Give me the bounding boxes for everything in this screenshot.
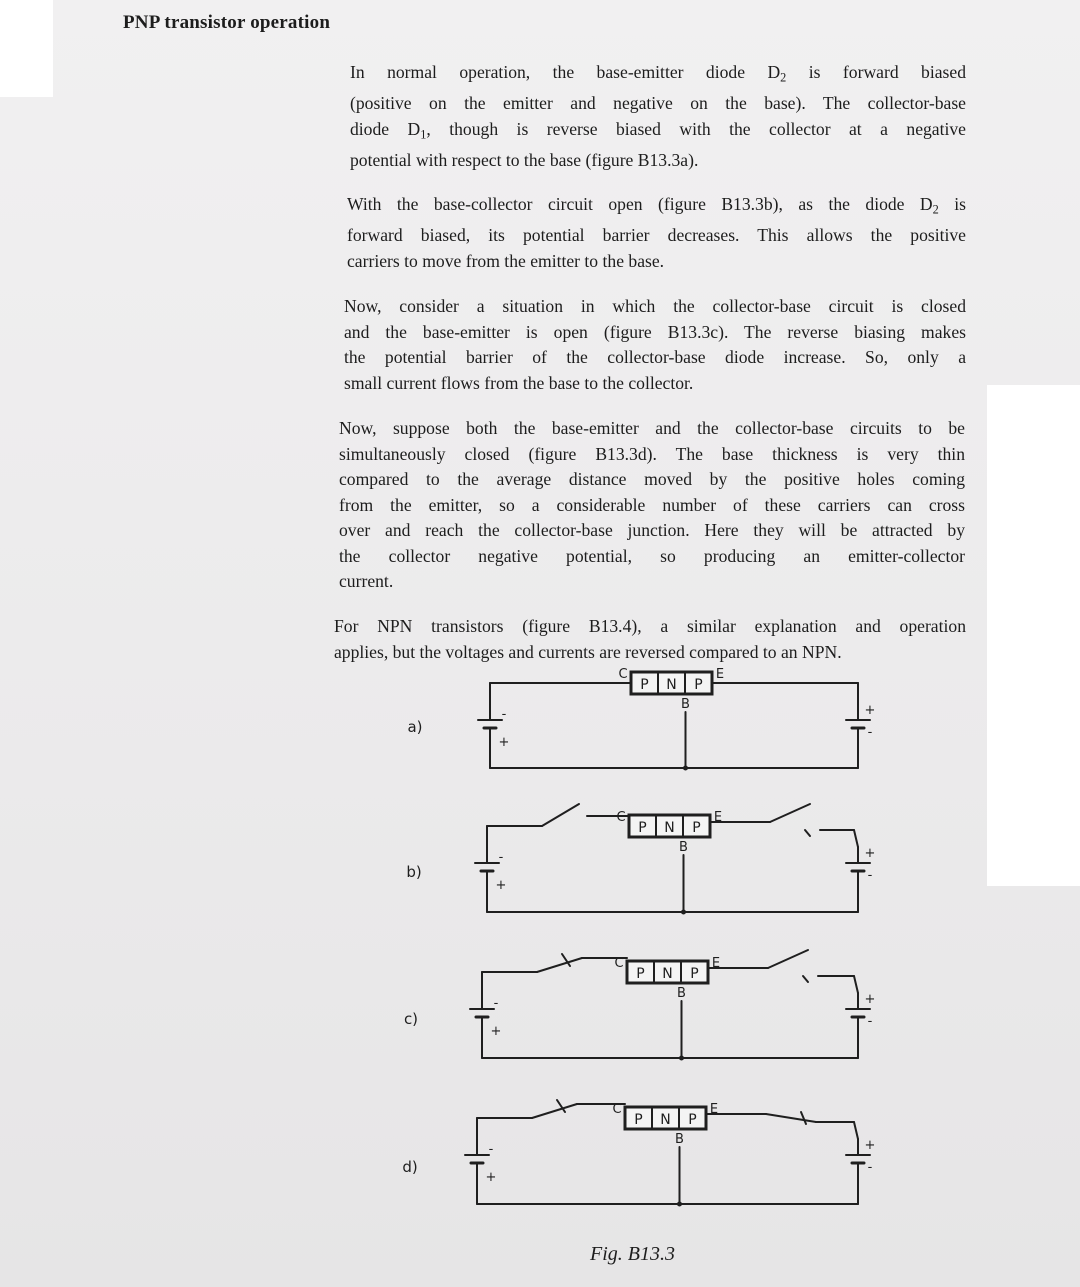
polarity-minus: -	[501, 707, 507, 722]
panel-label: c)	[403, 1010, 419, 1028]
switch-contact	[805, 830, 810, 836]
switch-open	[768, 950, 808, 968]
text-line: For NPN transistors (figure B13.4), a similar explanation and operation	[334, 616, 966, 636]
polarity-minus: -	[493, 996, 499, 1011]
switch-open	[770, 804, 810, 822]
base-label: B	[681, 697, 690, 712]
layer-label: N	[662, 966, 673, 982]
emitter-label: E	[711, 956, 721, 971]
polarity-plus: +	[485, 1170, 497, 1185]
layer-label: P	[690, 966, 699, 982]
text-line: With the base-collector circuit open (figure B13.3b), as the diode $D_2$ is	[347, 194, 966, 217]
pnp-transistor-box	[629, 815, 710, 837]
layer-label: N	[666, 677, 677, 693]
base-label: B	[675, 1132, 684, 1147]
right-battery	[846, 1138, 875, 1204]
polarity-minus: -	[867, 725, 873, 740]
text-line: over and reach the collector-base junction. Here they will be attracted by	[339, 520, 965, 540]
switch-open	[542, 804, 579, 826]
left-battery	[470, 993, 501, 1058]
left-battery	[465, 1139, 496, 1204]
circuit-panel-3	[404, 950, 876, 1061]
layer-label: N	[664, 820, 675, 836]
text-line: compared to the average distance moved by the positive holes coming	[339, 469, 965, 489]
text-line: and the base-emitter is open (figure B13.3c). The reverse biasing makes	[344, 321, 966, 342]
switch-contact	[803, 976, 808, 982]
layer-label: P	[634, 1112, 643, 1128]
text-line: diode $D_1$, though is reverse biased with the collector at a negative	[350, 118, 966, 142]
text-line: simultaneously closed (figure B13.3d). The base thickness is very thin	[339, 443, 965, 464]
circuit-panel-1	[407, 667, 875, 771]
layer-label: P	[694, 677, 703, 693]
panel-label: b)	[406, 863, 422, 881]
polarity-plus: +	[490, 1024, 502, 1039]
layer-label: P	[692, 820, 701, 836]
right-battery	[846, 992, 875, 1058]
layer-label: P	[638, 820, 647, 836]
text-line: In normal operation, the base-emitter diode $D_2$ is forward biased	[350, 62, 966, 85]
text-line: the potential barrier of the collector-base diode increase. So, only a	[344, 347, 966, 367]
right-battery	[846, 703, 875, 768]
layer-label: N	[660, 1112, 671, 1128]
emitter-label: E	[709, 1102, 719, 1117]
text-line: Now, consider a situation in which the collector-base circuit is closed	[344, 296, 966, 316]
section-heading: PNP transistor operation	[123, 12, 331, 33]
text-line: current.	[339, 571, 394, 591]
layer-label: P	[636, 966, 645, 982]
polarity-plus: +	[864, 703, 876, 718]
right-battery	[846, 846, 875, 912]
wire	[854, 830, 858, 847]
polarity-plus: +	[864, 992, 876, 1007]
collector-label: C	[612, 1102, 622, 1117]
collector-label: C	[614, 956, 624, 971]
collector-label: C	[618, 667, 628, 682]
text-line: small current flows from the base to the collector.	[344, 372, 694, 393]
text-line: Now, suppose both the base-emitter and the collector-base circuits to be	[339, 418, 965, 438]
layer-label: P	[640, 677, 649, 693]
base-label: B	[677, 986, 686, 1001]
left-battery	[475, 847, 506, 912]
figure-caption: Fig. B13.3	[590, 1243, 675, 1265]
polarity-plus: +	[498, 735, 510, 750]
panel-label: d)	[402, 1158, 418, 1176]
text-line: carriers to move from the emitter to the base.	[347, 250, 665, 271]
panel-label: a)	[407, 718, 423, 736]
switch-closed	[537, 958, 582, 972]
text-line: forward biased, its potential barrier decreases. This allows the positive	[347, 225, 966, 246]
pnp-transistor-box	[625, 1107, 706, 1129]
left-battery	[478, 704, 509, 768]
pnp-transistor-box	[631, 672, 712, 694]
polarity-plus: +	[495, 878, 507, 893]
polarity-minus: -	[867, 868, 873, 883]
polarity-plus: +	[864, 846, 876, 861]
polarity-minus: -	[498, 850, 504, 865]
switch-closed	[766, 1114, 816, 1122]
wire	[854, 1122, 858, 1139]
switch-contact	[801, 1112, 806, 1124]
text-line: the collector negative potential, so producing an emitter-collector	[339, 545, 965, 566]
polarity-minus: -	[867, 1014, 873, 1029]
text-line: (positive on the emitter and negative on the base). The collector-base	[350, 93, 966, 114]
emitter-label: E	[715, 667, 725, 682]
circuit-panel-2	[406, 804, 875, 915]
base-label: B	[679, 840, 688, 855]
text-line: applies, but the voltages and currents are reversed compared to an NPN.	[334, 641, 842, 662]
polarity-minus: -	[488, 1142, 494, 1157]
polarity-plus: +	[864, 1138, 876, 1153]
circuit-panel-4	[402, 1100, 875, 1207]
polarity-minus: -	[867, 1160, 873, 1175]
text-line: from the emitter, so a considerable number of these carriers can cross	[339, 494, 965, 515]
text-line: potential with respect to the base (figure B13.3a).	[350, 149, 699, 170]
pnp-transistor-box	[627, 961, 708, 983]
collector-label: C	[616, 810, 626, 825]
layer-label: P	[688, 1112, 697, 1128]
switch-closed	[532, 1104, 577, 1118]
emitter-label: E	[713, 810, 723, 825]
wire	[854, 976, 858, 993]
